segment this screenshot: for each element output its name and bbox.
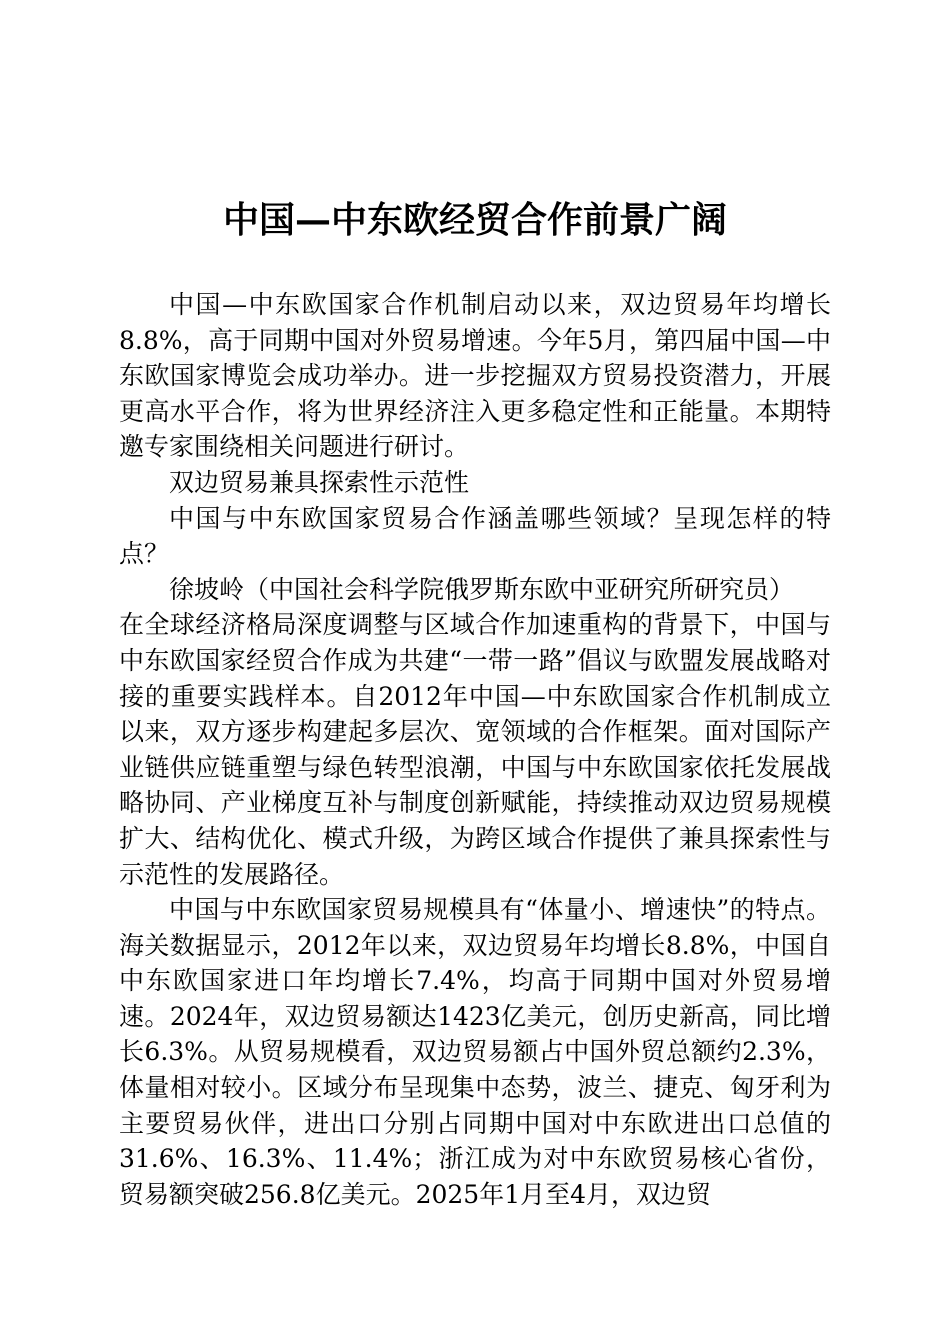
question-paragraph: 中国与中东欧国家贸易合作涵盖哪些领域？呈现怎样的特点？ [119,503,831,569]
body-paragraph-1: 在全球经济格局深度调整与区域合作加速重构的背景下，中国与中东欧国家经贸合作成为共建“一带一路”倡议与欧盟发展战略对接的重要实践样本。自2012年中国—中东欧国家合作机制成立以来，双方逐步构建起多层次、宽领域的合作框架。面对国际产业链供应链重塑与绿色转型浪潮，中国与中东欧国家依托发展战略协同、产业梯度互补与制度创新赋能，持续推动双边贸易规模扩大、结构优化、模式升级，为跨区域合作提供了兼具探索性与示范性的发展路径。 [119,610,831,889]
article-title: 中国—中东欧经贸合作前景广阔 [222,199,727,241]
article-body [119,287,831,1212]
section-heading: 双边贸易兼具探索性示范性 [169,467,470,497]
body-paragraph-2: 中国与中东欧国家贸易规模具有“体量小、增速快”的特点。海关数据显示，2012年以来，双边贸易年均增长8.8%，中国自中东欧国家进口年均增长7.4%，均高于同期中国对外贸易增速。2024年，双边贸易额达1423亿美元，创历史新高，同比增长6.3%。从贸易规模看，双边贸易额占中国外贸总额约2.3%，体量相对较小。区域分布呈现集中态势，波兰、捷克、匈牙利为主要贸易伙伴，进出口分别占同期中国对中东欧进出口总值的31.6%、16.3%、11.4%；浙江成为对中东欧贸易核心省份，贸易额突破256.8亿美元。2025年1月至4月，双边贸 [119,895,831,1209]
speaker-line: 徐坡岭（中国社会科学院俄罗斯东欧中亚研究所研究员） [169,574,795,604]
intro-paragraph: 中国—中东欧国家合作机制启动以来，双边贸易年均增长8.8%，高于同期中国对外贸易增速。今年5月，第四届中国—中东欧国家博览会成功举办。进一步挖掘双方贸易投资潜力，开展更高水平合作，将为世界经济注入更多稳定性和正能量。本期特邀专家围绕相关问题进行研讨。 [119,290,831,462]
